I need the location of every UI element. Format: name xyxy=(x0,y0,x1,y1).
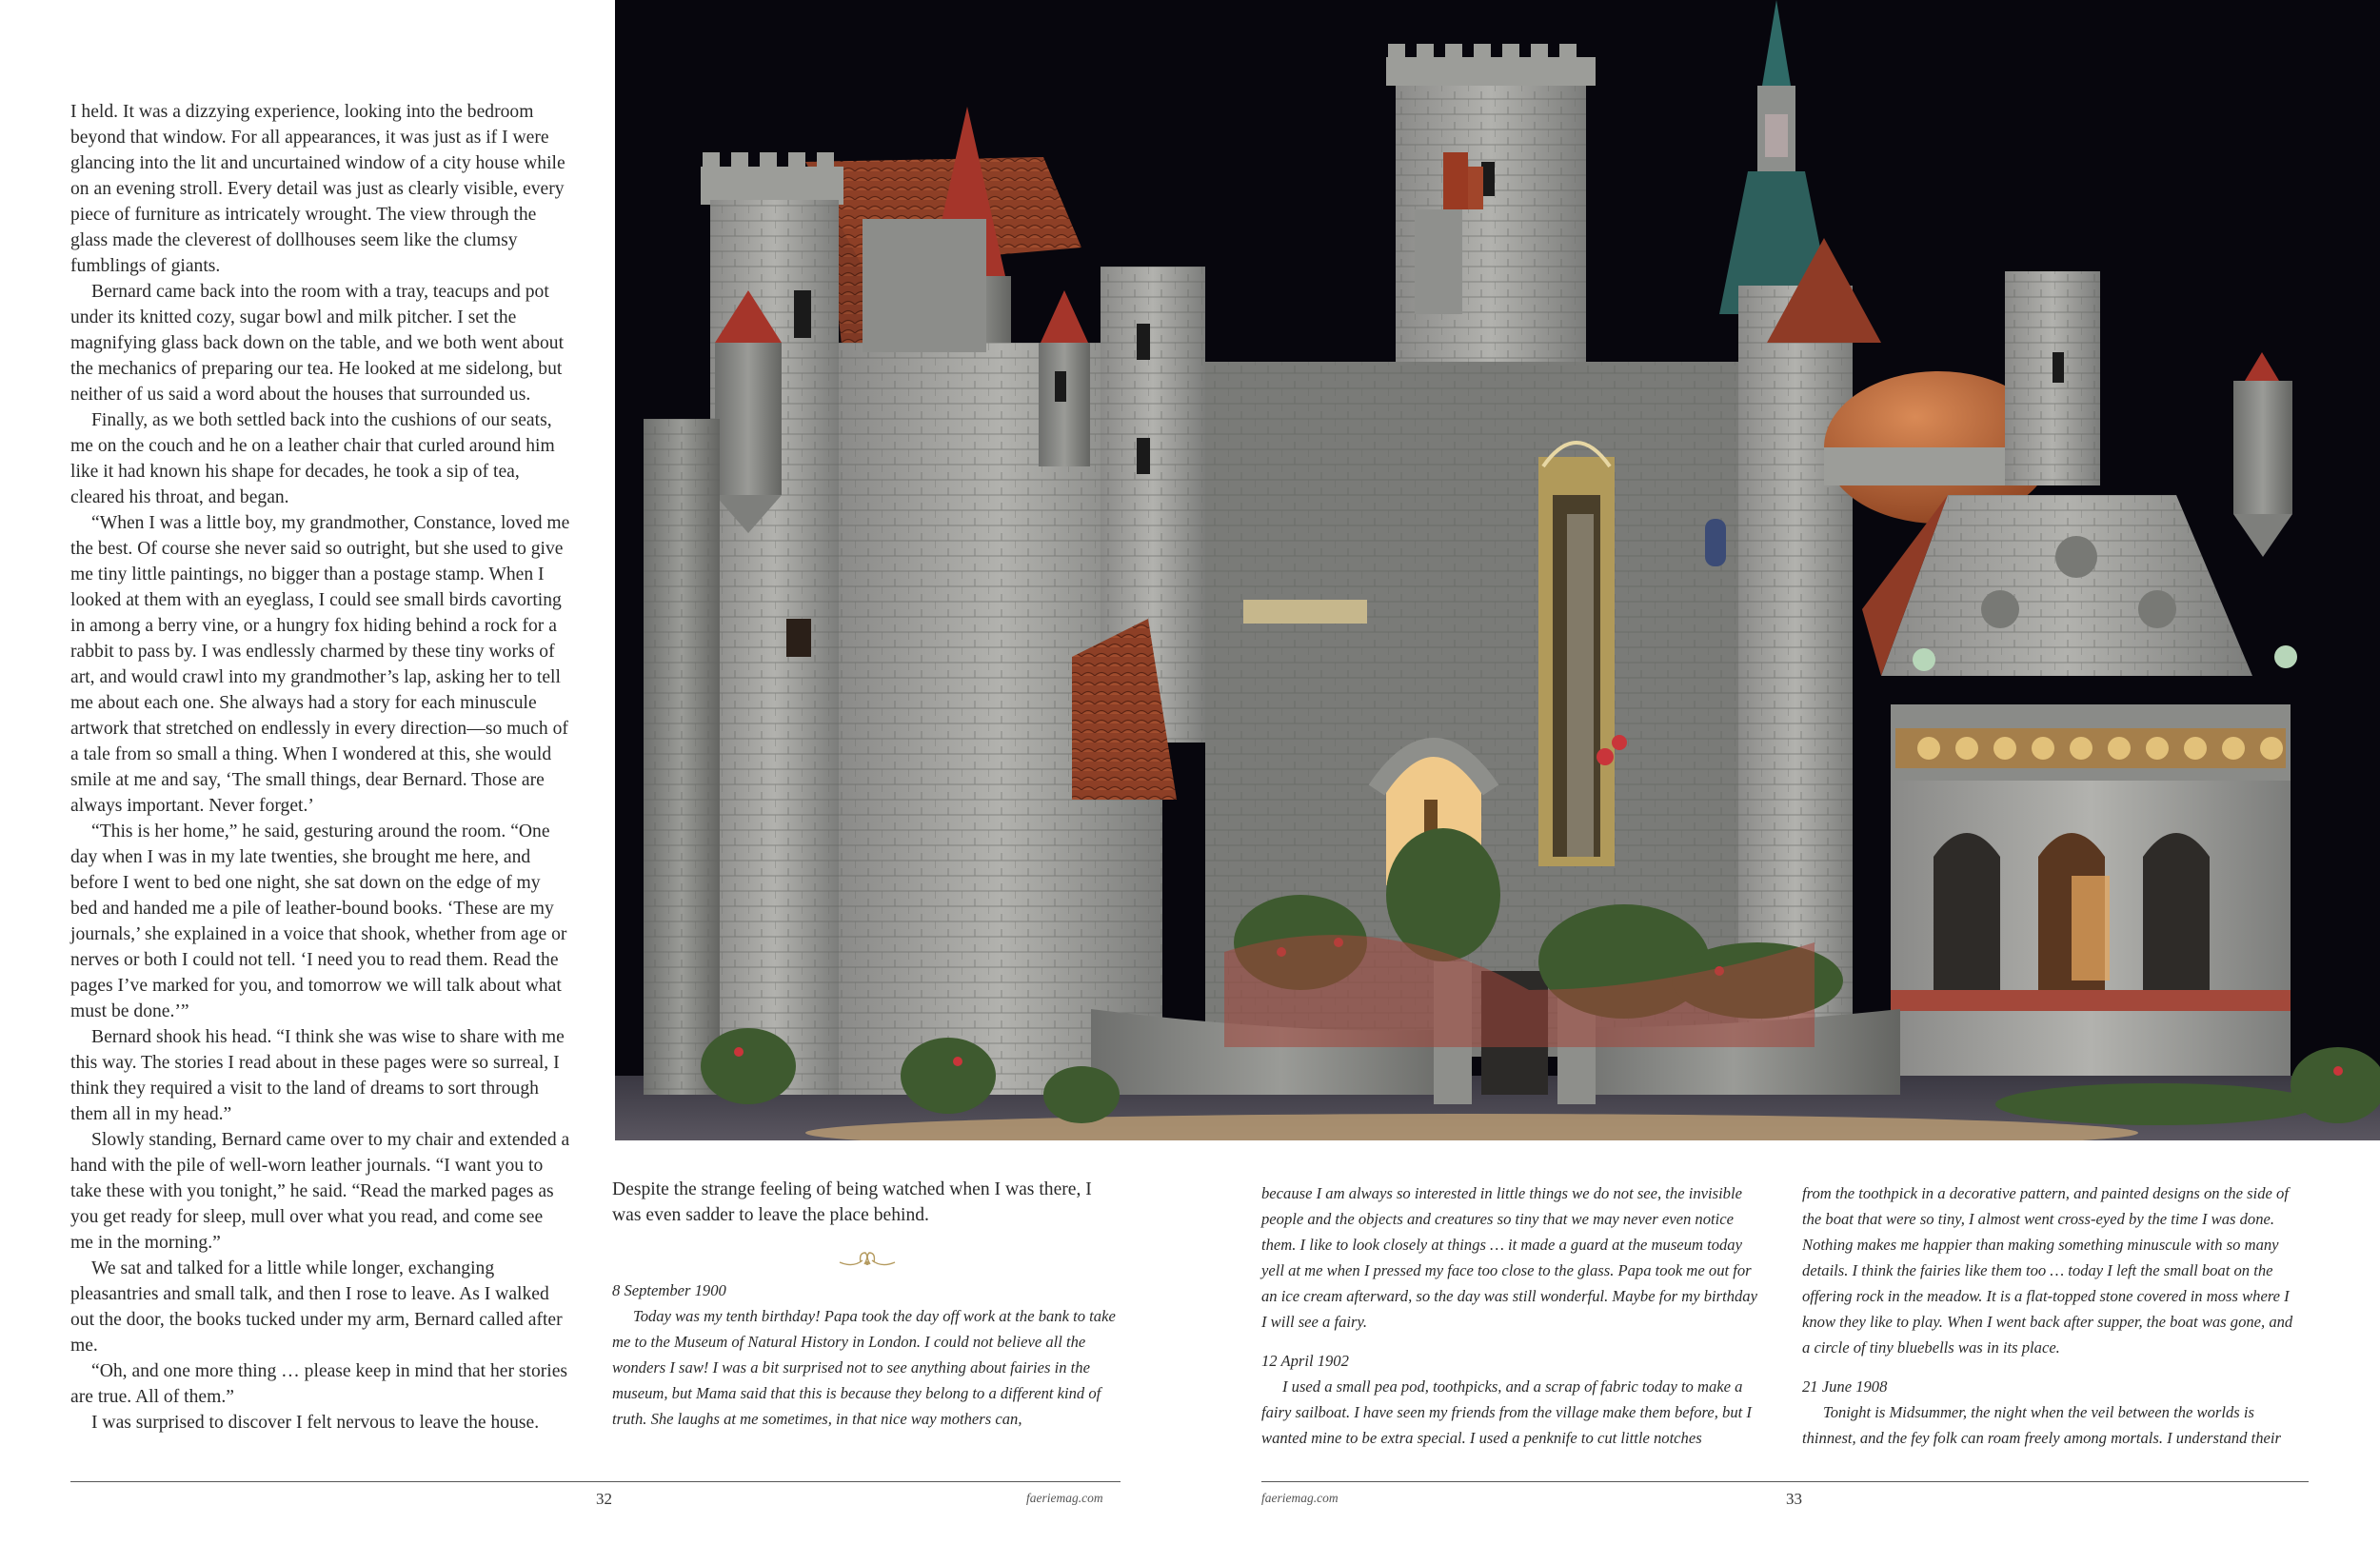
journal-entry xyxy=(612,1278,1121,1432)
story-paragraph: I was surprised to discover I felt nervous to leave the house. xyxy=(91,1413,540,1433)
journal-text: because I am always so interested in little things we do not see, the invisible people and the objects and creatures so tiny that we may never even notice them. I like to look closely at things … it made a guard at the museum today yell at me when I pressed my face too close to the glass. Papa took me out for an ice cream afterward, so the day was still wonderful. Maybe for my birthday I will see a fairy. xyxy=(1261,1184,1757,1331)
story-paragraph: Bernard came back into the room with a tray, teacups and pot under its knitted cozy, sugar bowl and milk pitcher. I set the magnifying glass back down on the table, and we both went about the mechanics of preparing our tea. He looked at me sidelong, but neither of us said a word about the houses that surrounded us. xyxy=(70,282,565,405)
footer-rule-left xyxy=(70,1481,1121,1482)
section-closing-paragraph: Despite the strange feeling of being watched when I was there, I was even sadder to leave the place behind. xyxy=(612,1179,1092,1225)
castle-illustration xyxy=(615,0,2380,1140)
page32-lower-text xyxy=(612,1177,1121,1432)
journal-date: 12 April 1902 xyxy=(1261,1352,1349,1370)
site-url: faeriemag.com xyxy=(1261,1491,1339,1505)
site-url: faeriemag.com xyxy=(1026,1491,1103,1505)
story-column-left xyxy=(70,99,570,1436)
story-paragraph: Finally, as we both settled back into the cushions of our seats, me on the couch and he on a leather chair that curled around him like it had known his shape for decades, he took a sip of tea, cleared his throat, and began. xyxy=(70,410,555,507)
page-number: 33 xyxy=(1786,1490,1802,1508)
story-paragraph: Slowly standing, Bernard came over to my chair and extended a hand with the pile of well-worn leather journals. “I want you to take these with you tonight,” he said. “Read the marked pages as you get ready for sleep, mull over what you read, and come see me in the morning.” xyxy=(70,1130,570,1253)
journal-text: Today was my tenth birthday! Papa took the day off work at the bank to take me to the Museum of Natural History in London. I could not believe all the wonders I saw! I was a bit surprised not to see anything about fairies in the museum, but Mama said that this is because they belong to a different kind of truth. She laughs at me sometimes, in that nice way mothers can, xyxy=(612,1307,1116,1428)
castle-dollhouse-photo xyxy=(615,0,2380,1140)
story-paragraph: “Oh, and one more thing … please keep in mind that her stories are true. All of them.” xyxy=(70,1361,568,1407)
page-number: 32 xyxy=(596,1490,612,1508)
journal-text: Tonight is Midsummer, the night when the veil between the worlds is thinnest, and the fey folk can roam freely among mortals. I understand their xyxy=(1802,1403,2281,1447)
story-paragraph: I held. It was a dizzying experience, looking into the bedroom beyond that window. For all appearances, it was just as if I were glancing into the lit and uncurtained window of a city house while on an evening stroll. Every detail was just as clearly visible, every piece of furniture as intricately wrought. The view through the glass made the cleverest of dollhouses seem like the clumsy fumblings of giants. xyxy=(70,102,565,276)
journal-date: 21 June 1908 xyxy=(1802,1377,1888,1396)
story-paragraph: “This is her home,” he said, gesturing around the room. “One day when I was in my late twenties, she brought me here, and before I went to bed one night, she sat down on the edge of my bed and handed me a pile of leather-bound books. ‘These are my journals,’ she explained in a voice that shook, whether from age or nerves or both I could not tell. ‘I need you to read them. Read the pages I’ve marked for you, and tomorrow we will talk about what must be done.’” xyxy=(70,822,567,1021)
journal-text: from the toothpick in a decorative pattern, and painted designs on the side of the boat that were so tiny, I almost went cross-eyed by the time I was done. Nothing makes me happier than making something minuscule with so many details. I think the fairies like them too … today I left the small boat on the offering rock in the meadow. It is a flat-topped stone covered in moss where I know they like to play. When I went back after supper, the boat was gone, and a circle of tiny bluebells was in its place. xyxy=(1802,1184,2293,1357)
page33-column-1 xyxy=(1261,1180,1764,1451)
journal-text: I used a small pea pod, toothpicks, and a scrap of fabric today to make a fairy sailboat. I have seen my friends from the village make them before, but I wanted mine to be extra special. I used a penknife to cut little notches xyxy=(1261,1377,1752,1447)
page33-column-2 xyxy=(1802,1180,2304,1451)
footer-rule-right xyxy=(1261,1481,2309,1482)
story-paragraph: Bernard shook his head. “I think she was wise to share with me this way. The stories I read about in these pages were so surreal, I think they required a visit to the land of dreams to sort through them all in my head.” xyxy=(70,1027,565,1124)
story-paragraph: “When I was a little boy, my grandmother, Constance, loved me the best. Of course she never said so outright, but she used to give me tiny little paintings, no bigger than a postage stamp. When I looked at them with an eyeglass, I could see small birds cavorting in among a berry vine, or a hungry fox hiding behind a rock for a rabbit to pass by. I was endlessly charmed by these tiny works of art, and would crawl into my grandmother’s lap, asking her to tell me about each one. She always had a story for each minuscule artwork that stretched on endlessly in every direction—so much of a tale from so small a thing. When I wondered at this, she would smile at me and say, ‘The small things, dear Bernard. Those are always important. Never forget.’ xyxy=(70,513,570,816)
story-paragraph: We sat and talked for a little while longer, exchanging pleasantries and small talk, and then I rose to leave. As I walked out the door, the books tucked under my arm, Bernard called after me. xyxy=(70,1258,563,1356)
journal-date: 8 September 1900 xyxy=(612,1281,726,1299)
fleuron-ornament-icon xyxy=(838,1249,897,1270)
